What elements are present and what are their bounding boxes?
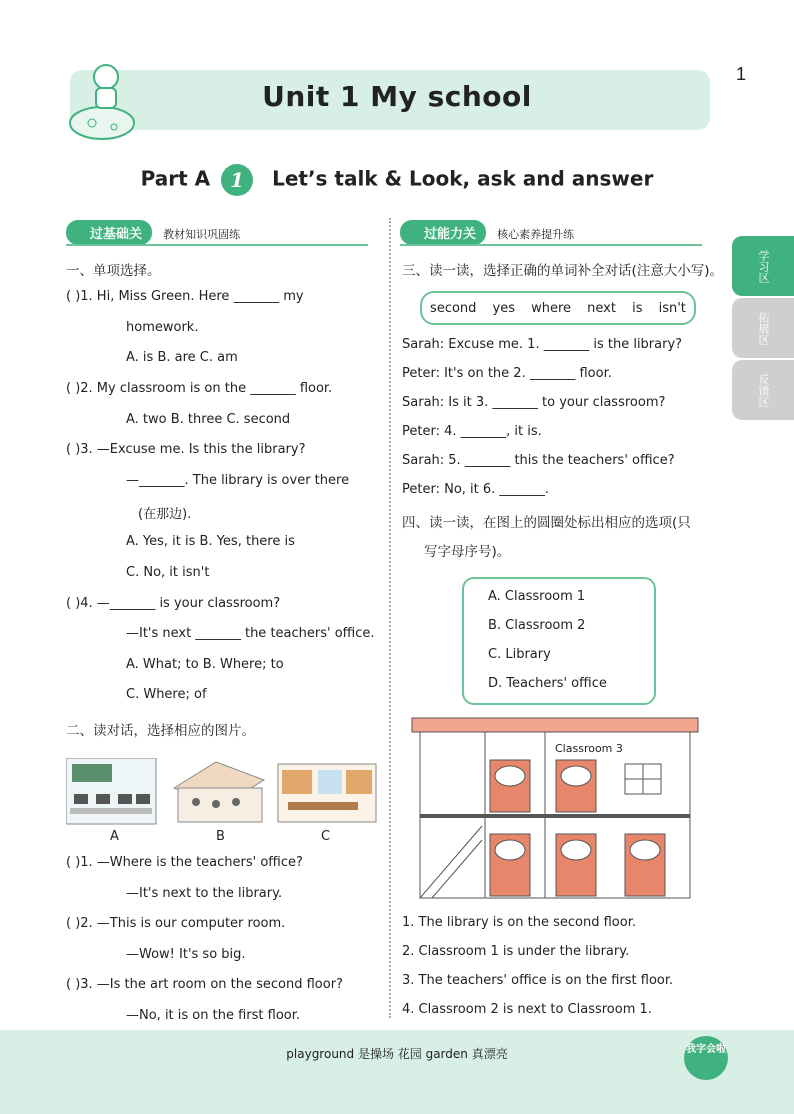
word-isnt: isn't [658, 300, 686, 316]
part-label: Part A [140, 166, 211, 191]
s1-q1a: ( )1. Hi, Miss Green. Here _______ my [66, 289, 304, 304]
s1-q3a: ( )3. —Excuse me. Is this the library? [66, 442, 306, 457]
left-section-header [66, 220, 378, 246]
s3-heading: 三、读一读，选择正确的单词补全对话(注意大小写)。 [402, 263, 724, 279]
picture-label-a: A [110, 829, 119, 844]
right-section-header [400, 220, 712, 246]
option-a: A. Classroom 1 [488, 589, 586, 604]
sidebar [732, 236, 794, 426]
picture-label-c: C [321, 829, 331, 844]
s2-q1b: —It's next to the library. [126, 886, 283, 901]
statement-1: 1. The library is on the second floor. [402, 915, 636, 930]
s1-q1b: homework. [126, 320, 199, 335]
s2-q3b: —No, it is on the first floor. [126, 1008, 301, 1023]
s1-heading: 一、单项选择。 [66, 263, 161, 279]
statement-3: 3. The teachers' office is on the first floor. [402, 973, 674, 988]
s4-heading-2: 写字母序号)。 [424, 544, 511, 560]
s2-q1a: ( )1. —Where is the teachers' office? [66, 855, 303, 870]
left-header-pill: 过基础关 [66, 220, 152, 245]
s1-q4-option-c: C. Where; of [126, 687, 207, 702]
footer-text: playground 是操场 花园 garden 真漂亮 [286, 1047, 508, 1061]
s2-q2a: ( )2. —This is our computer room. [66, 916, 286, 931]
dialogue-line-1: Sarah: Excuse me. 1. _______ is the library? [402, 337, 683, 352]
part-subtitle: Let’s talk & Look, ask and answer [272, 166, 654, 191]
options-box [462, 577, 656, 705]
dialogue-line-6: Peter: No, it 6. _______. [402, 482, 550, 497]
library-picture [278, 764, 376, 822]
part-heading [0, 164, 794, 196]
classroom-3-label: Classroom 3 [555, 742, 623, 755]
tab-expand[interactable]: 拓展区 [732, 298, 794, 358]
s1-q2: ( )2. My classroom is on the _______ floor. [66, 381, 333, 396]
page-title: Unit 1 My school [262, 80, 532, 113]
s1-q3b: —_______. The library is over there [126, 473, 350, 488]
learned-stamp[interactable]: 我字会啦 [684, 1036, 728, 1080]
statement-4: 4. Classroom 2 is next to Classroom 1. [402, 1002, 652, 1017]
s2-q2b: —Wow! It's so big. [126, 947, 246, 962]
dialogue-line-5: Sarah: 5. _______ this the teachers' office? [402, 453, 675, 468]
word-second: second [430, 300, 477, 316]
footer-band [0, 1030, 794, 1114]
dialogue-line-3: Sarah: Is it 3. _______ to your classroom? [402, 395, 666, 410]
computer-room-picture [66, 758, 156, 824]
word-where: where [531, 300, 572, 316]
s1-q3c: (在那边). [138, 507, 192, 522]
option-d: D. Teachers' office [488, 676, 607, 691]
picture-label-b: B [216, 829, 225, 844]
s1-q3-option-c: C. No, it isn't [126, 565, 210, 580]
tab-study[interactable]: 学习区 [732, 236, 794, 296]
right-header-pill: 过能力关 [400, 220, 486, 245]
dialogue-line-4: Peter: 4. _______, it is. [402, 424, 542, 439]
word-bank [420, 291, 696, 325]
word-next: next [587, 300, 616, 316]
s1-q4b: —It's next _______ the teachers' office. [126, 626, 375, 641]
s1-q4-options: A. What; to B. Where; to [126, 657, 284, 672]
option-b: B. Classroom 2 [488, 618, 586, 633]
page-number: 1 [735, 64, 746, 84]
s1-q1-options: A. is B. are C. am [126, 350, 238, 365]
right-header-sub: 核心素养提升练 [497, 228, 575, 241]
statement-2: 2. Classroom 1 is under the library. [402, 944, 630, 959]
s1-q4a: ( )4. —_______ is your classroom? [66, 596, 281, 611]
s2-q3a: ( )3. —Is the art room on the second floor? [66, 977, 343, 992]
s2-heading: 二、读对话，选择相应的图片。 [66, 723, 255, 739]
left-header-sub: 教材知识巩固练 [163, 228, 241, 241]
word-is: is [632, 300, 643, 316]
dialogue-line-2: Peter: It's on the 2. _______ floor. [402, 366, 612, 381]
part-number-badge: 1 [221, 164, 253, 196]
column-divider [389, 218, 391, 1018]
room-pictures [66, 758, 378, 826]
s1-q2-options: A. two B. three C. second [126, 412, 291, 427]
s1-q3-options: A. Yes, it is B. Yes, there is [126, 534, 295, 549]
option-c: C. Library [488, 647, 551, 662]
tab-feedback[interactable]: 反馈区 [732, 360, 794, 420]
classroom-picture [174, 762, 264, 822]
word-yes: yes [492, 300, 515, 316]
s4-heading-1: 四、读一读，在图上的圆圈处标出相应的选项(只 [402, 515, 691, 531]
